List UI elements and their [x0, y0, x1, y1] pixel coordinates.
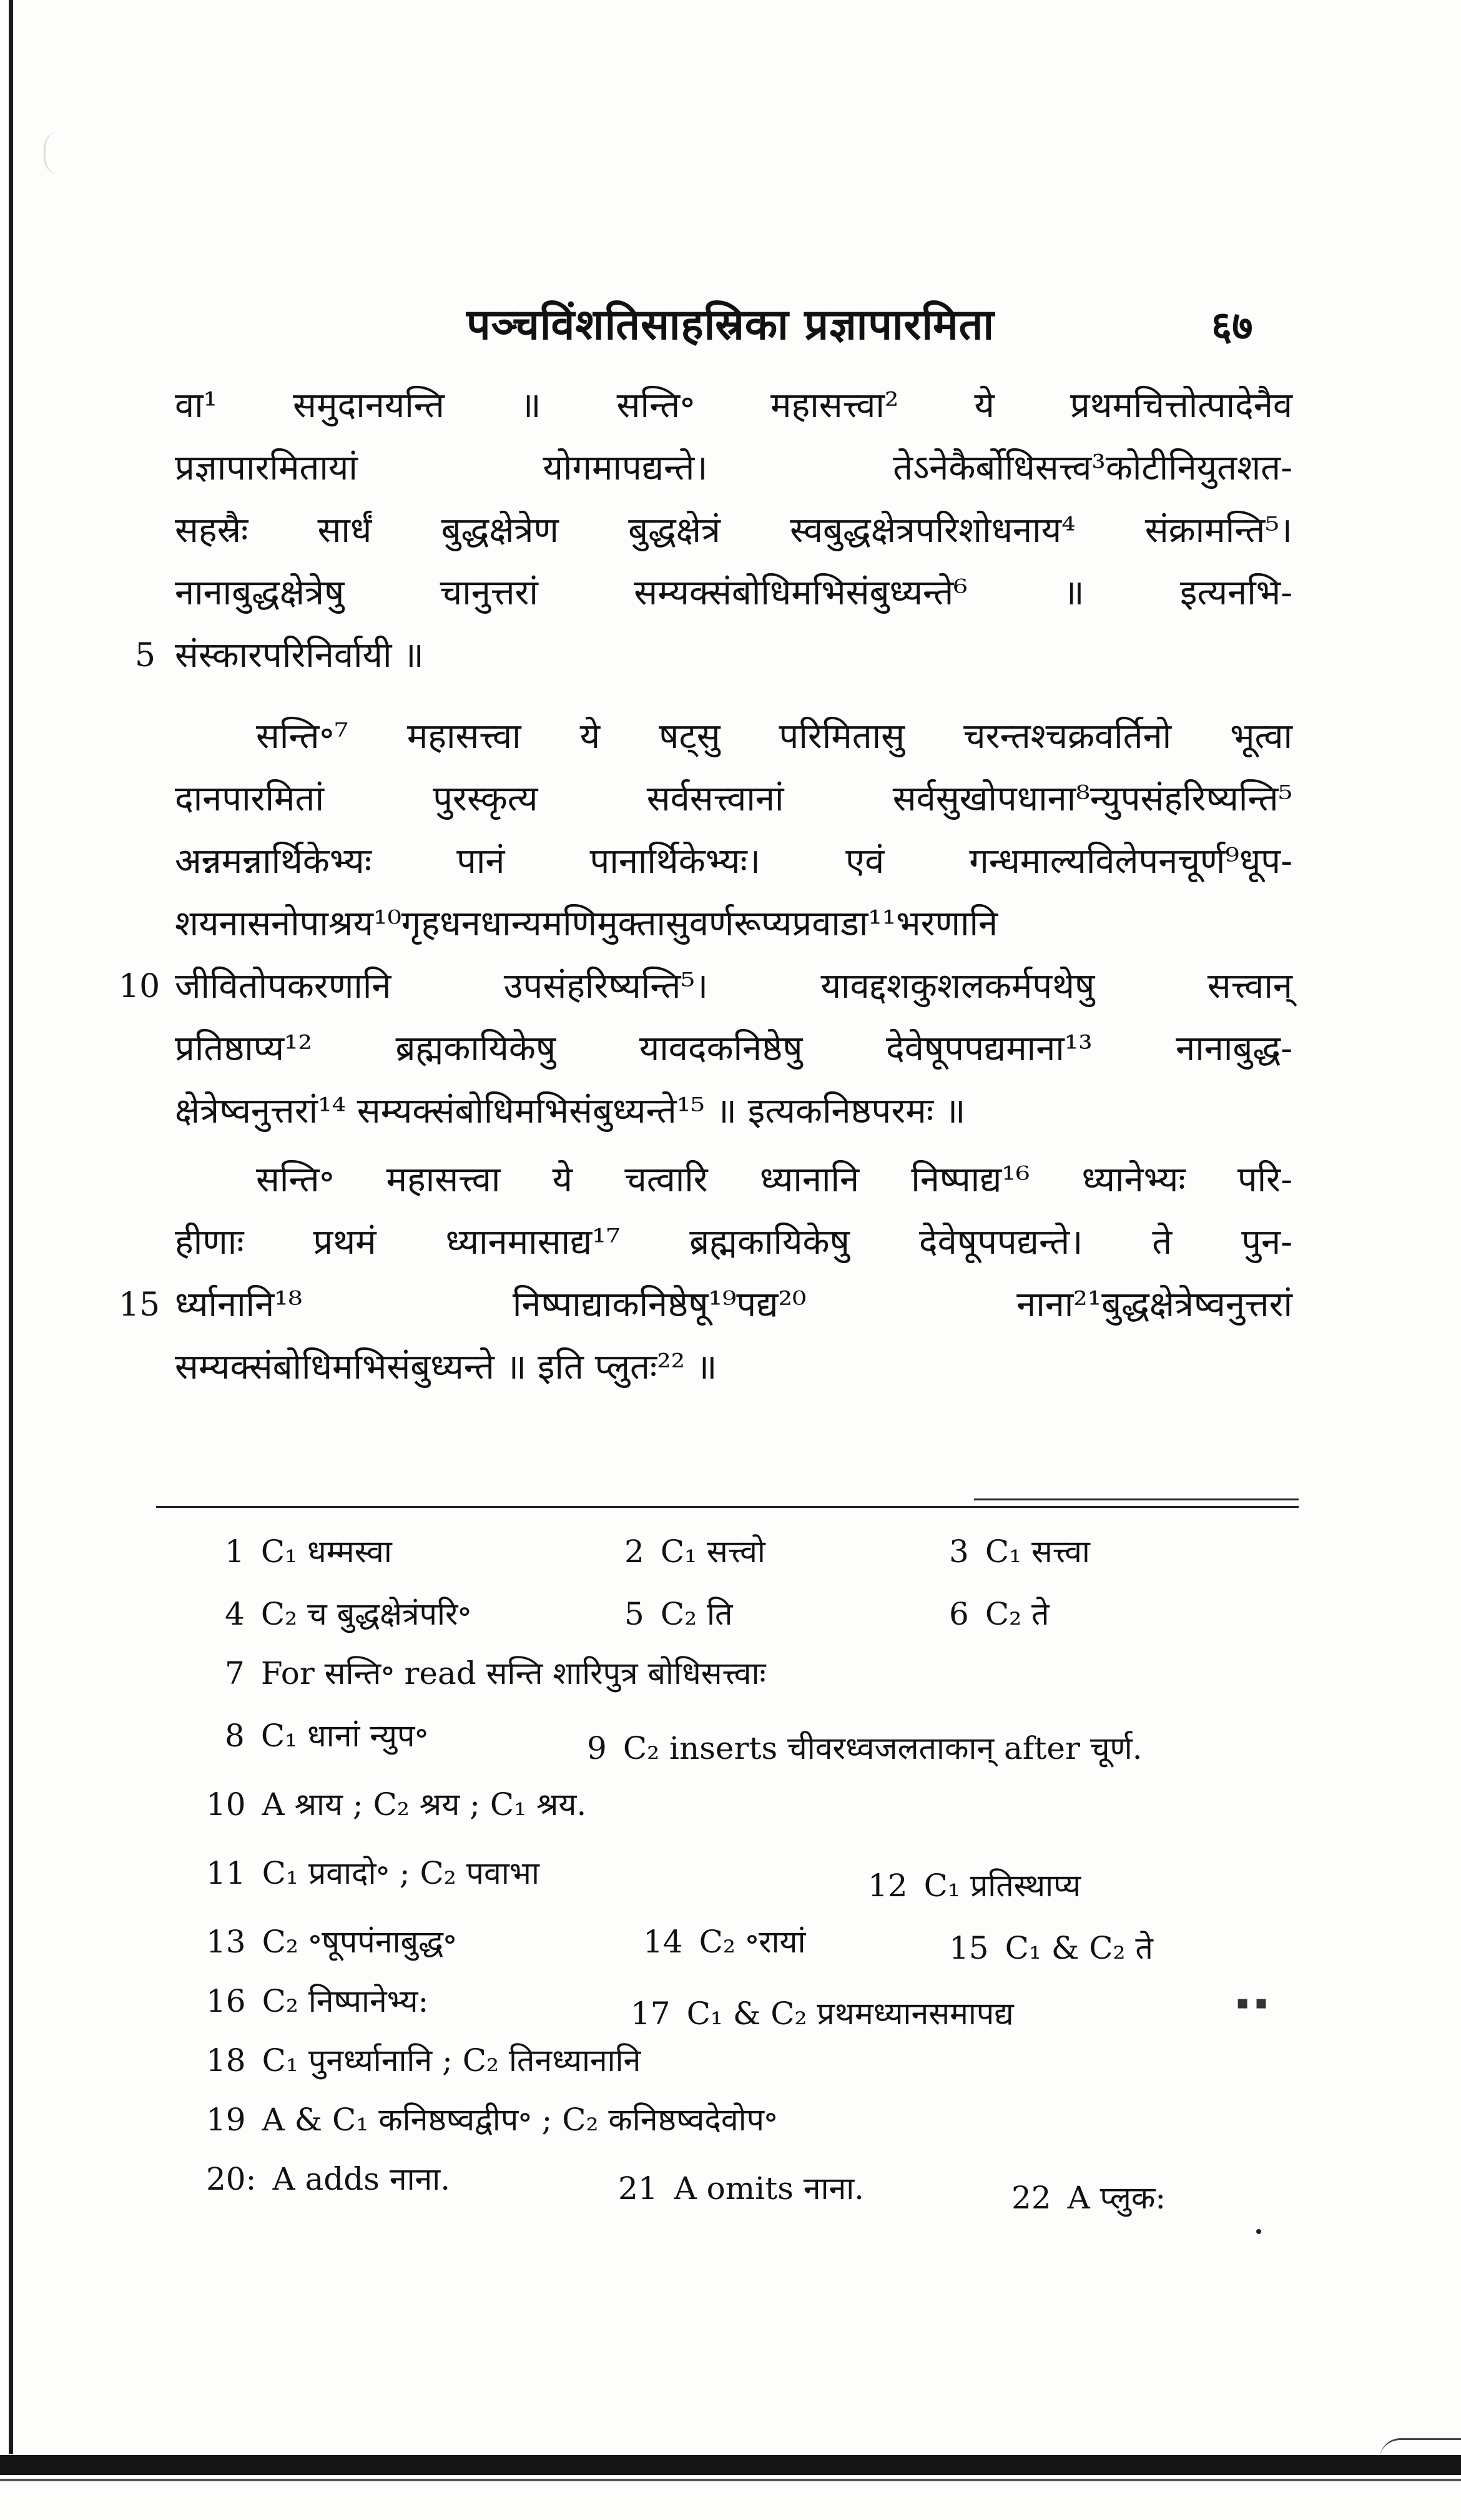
footnote-number: 7: [225, 1655, 245, 1691]
footnote-number: 19: [206, 2102, 246, 2138]
footnote-text: C₂ च बुद्धक्षेत्रंपरि॰: [260, 1596, 471, 1632]
footnote-number: 21: [618, 2170, 658, 2207]
footnote-text: A adds नाना.: [272, 2161, 451, 2197]
footnote: [643, 1917, 805, 1967]
line-number: 10: [119, 968, 160, 1005]
text-line: दानपारमितां पुरस्कृत्य सर्वसत्त्वानां सर्वसुखोपधाना⁸न्युपसंहरिष्यन्ति⁵: [175, 779, 1292, 819]
text-line: र्ध्यानानि¹⁸ निष्पाद्याकनिष्ठेषू¹⁹पद्य²⁰ नाना²¹बुद्धक्षेत्रेष्वनुत्तरां: [175, 1284, 1292, 1325]
footnote: [949, 1527, 1090, 1577]
footnote-number: 17: [631, 1996, 671, 2032]
footnote: [949, 1923, 1153, 1973]
footnote-text: C₁ & C₂ प्रथमध्यानसमापद्य: [686, 1996, 1014, 2032]
footnote-text: C₁ धानां न्युप॰: [260, 1718, 428, 1754]
footnote-text: A श्राय ; C₂ श्रय ; C₁ श्रय.: [262, 1786, 587, 1823]
text-line: सन्ति॰⁷ महासत्त्वा ये षट्सु परिमितासु चरन्तश्चक्रवर्तिनो भूत्वा: [256, 716, 1292, 757]
text-line: प्रज्ञापारमितायां योगमापद्यन्ते। तेऽनेकैर्बोधिसत्त्व³कोटीनियुतशत-: [175, 448, 1292, 488]
footnote-text: C₁ प्रवादो॰ ; C₂ पवाभा: [262, 1855, 539, 1891]
footnote-number: 9: [587, 1730, 607, 1766]
footnote-text: C₂ ॰षूपपंनाबुद्ध॰: [262, 1924, 457, 1960]
text-line: वा¹ समुदानयन्ति ॥ सन्ति॰ महासत्त्वा² ये प्रथमचित्तोत्पादेनैव: [175, 385, 1292, 426]
footnote-number: 8: [225, 1718, 245, 1754]
print-dot: [1256, 2229, 1261, 2234]
footnote: [949, 1589, 1050, 1639]
page-curl: [1380, 2438, 1461, 2459]
footnote: [206, 2154, 450, 2204]
text-line: हीणाः प्रथमं ध्यानमासाद्य¹⁷ ब्रह्मकायिकेषु देवेषूपपद्यन्ते। ते पुन-: [175, 1222, 1292, 1262]
footnote-text: A प्लुक:: [1067, 2180, 1166, 2216]
footnote: [225, 1527, 392, 1577]
footnote-text: C₂ निष्पानेभ्य:: [262, 1983, 429, 2019]
text-line: प्रतिष्ठाप्य¹² ब्रह्मकायिकेषु यावदकनिष्ठेषु देवेषूपपद्यमाना¹³ नानाबुद्ध-: [175, 1028, 1292, 1069]
footnote: [206, 1779, 586, 1829]
footnote-number: 12: [868, 1868, 908, 1904]
left-margin-rule: [9, 0, 13, 2454]
text-line: शयनासनोपाश्रय¹⁰गृहधनधान्यमणिमुक्तासुवर्णरूप्यप्रवाडा¹¹भरणानि: [175, 903, 998, 944]
footnote-number: 13: [206, 1924, 246, 1960]
footnote: [206, 2095, 777, 2145]
footnote-text: C₁ धम्मस्वा: [260, 1533, 392, 1570]
footnote: [206, 2035, 641, 2085]
footnote-number: 3: [949, 1533, 969, 1570]
footnote: [225, 1711, 428, 1761]
footnote-number: 10: [206, 1786, 246, 1823]
footnote-divider: [156, 1506, 1299, 1508]
text-line: सम्यक्संबोधिमभिसंबुध्यन्ते ॥ इति प्लुतः²² ॥: [175, 1347, 717, 1387]
footnote-text: A & C₁ कनिष्ठष्वद्वीप॰ ; C₂ कनिष्ठष्वदेवोप॰: [262, 2102, 778, 2138]
footnote-number: 15: [949, 1930, 989, 1966]
footnote-divider-cap: [974, 1499, 1299, 1500]
footnote-number: 5: [624, 1596, 644, 1632]
footnote-number: 16: [206, 1983, 246, 2019]
footnote: [1011, 2173, 1166, 2223]
footnote: [225, 1648, 766, 1698]
footnote: [624, 1589, 732, 1639]
footnote-text: C₁ सत्त्वा: [985, 1533, 1090, 1570]
footnote: [624, 1527, 765, 1577]
footnote-text: A omits नाना.: [674, 2170, 865, 2207]
footnote-number: 20:: [206, 2161, 257, 2197]
bottom-scan-edge-thin: [0, 2479, 1461, 2481]
text-line: संस्कारपरिनिर्वायी ॥: [175, 635, 424, 676]
text-line: क्षेत्रेष्वनुत्तरां¹⁴ सम्यक्संबोधिमभिसंबुध्यन्ते¹⁵ ॥ इत्यकनिष्ठपरमः ॥: [175, 1091, 966, 1131]
footnote-text: C₂ inserts चीवरध्वजलताकान् after चूर्ण.: [622, 1730, 1143, 1766]
footnote: [618, 2163, 864, 2213]
footnote: [631, 1989, 1014, 2039]
footnote-number: 6: [949, 1596, 969, 1632]
footnote-text: C₂ ति: [660, 1596, 733, 1632]
footnote-number: 22: [1011, 2180, 1051, 2216]
footnote-text: C₂ ते: [985, 1596, 1050, 1632]
footnote-number: 2: [624, 1533, 644, 1570]
text-line: सहस्रैः सार्धं बुद्धक्षेत्रेण बुद्धक्षेत्रं स्वबुद्धक्षेत्रपरिशोधनाय⁴ संक्रामन्ति⁵।: [175, 510, 1292, 551]
page-smudge: [44, 131, 77, 175]
running-title: पञ्चविंशतिसाहस्रिका प्रज्ञापारमिता: [466, 300, 995, 350]
text-line: सन्ति॰ महासत्त्वा ये चत्वारि ध्यानानि निष्पाद्य¹⁶ ध्यानेभ्यः परि-: [256, 1159, 1292, 1200]
footnote-text: C₁ प्रतिस्थाप्य: [923, 1868, 1081, 1904]
footnote-number: 18: [206, 2042, 246, 2079]
footnote: [206, 1976, 428, 2026]
footnote: [206, 1848, 539, 1898]
text-line: अन्नमन्नार्थिकेभ्यः पानं पानार्थिकेभ्यः। एवं गन्धमाल्यविलेपनचूर्ण⁹धूप-: [175, 841, 1292, 882]
footnote-text: C₁ सत्त्वो: [660, 1533, 765, 1570]
footnote: [868, 1861, 1081, 1911]
text-line: नानाबुद्धक्षेत्रेषु चानुत्तरां सम्यक्संबोधिमभिसंबुध्यन्ते⁶ ॥ इत्यनभि-: [175, 573, 1292, 613]
footnote-number: 4: [225, 1596, 245, 1632]
footnote-text: C₂ ॰रायां: [699, 1924, 806, 1960]
text-line: जीवितोपकरणानि उपसंहरिष्यन्ति⁵। यावद्दशकुशलकर्मपथेषु सत्त्वान्: [175, 966, 1292, 1007]
footnote-number: 11: [206, 1855, 246, 1891]
footnote: [206, 1917, 456, 1967]
footnote: [225, 1589, 471, 1639]
footnote-text: C₁ पुनर्ध्यानानि ; C₂ तिनध्यानानि: [262, 2042, 641, 2079]
footnote-number: 14: [643, 1924, 683, 1960]
line-number: 15: [119, 1286, 160, 1324]
page-number: ६७: [1211, 303, 1253, 350]
footnote-text: For सन्ति॰ read सन्ति शारिपुत्र बोधिसत्त्वाः: [260, 1655, 766, 1691]
print-speck: ▪ ▪: [1236, 1992, 1268, 2014]
bottom-scan-edge: [0, 2455, 1461, 2475]
page-header: [0, 293, 1461, 362]
footnote-number: 1: [225, 1533, 245, 1570]
footnote-text: C₁ & C₂ ते: [1005, 1930, 1153, 1966]
footnote: [587, 1723, 1143, 1773]
line-number: 5: [135, 637, 156, 674]
